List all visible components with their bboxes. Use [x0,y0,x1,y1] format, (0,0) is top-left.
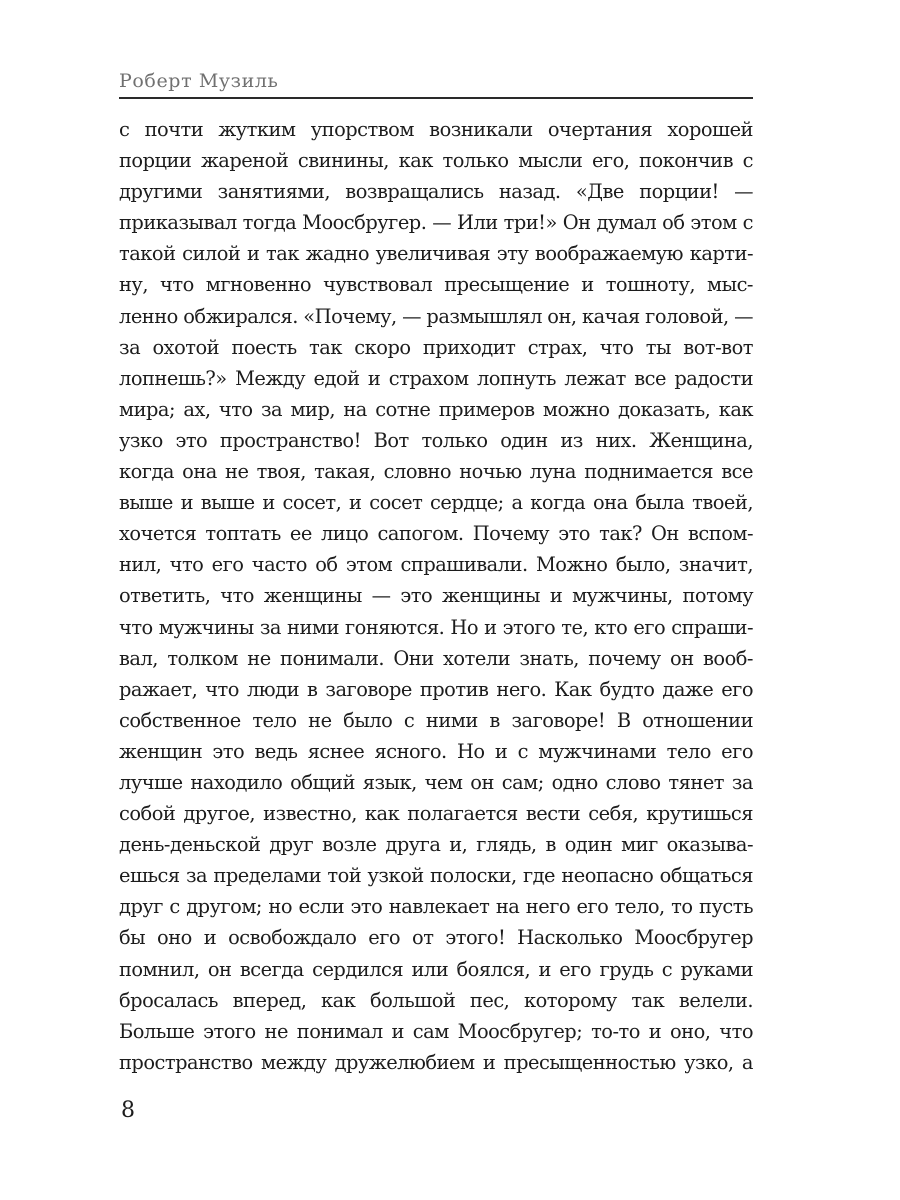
text-line: ешься за пределами той узкой полоски, где неопасно общаться [119,864,753,888]
text-line: собой другое, известно, как полагается вести себя, крутишься [119,802,753,826]
text-line: ответить, что женщины — это женщины и мужчины, потому [119,584,753,608]
text-line: ну, что мгновенно чувствовал пресыщение и тошноту, мыс- [119,273,753,297]
text-line: бы оно и освобождало его от этого! Насколько Моосбругер [119,926,753,950]
text-line: с почти жутким упорством возникали очертания хорошей [119,118,753,141]
text-line: выше и выше и сосет, и сосет сердце; а когда она была твоей, [119,491,753,515]
text-line: узко это пространство! Вот только один из них. Женщина, [119,428,753,452]
text-line: другими занятиями, возвращались назад. «Две порции! — [119,180,753,204]
text-line: что мужчины за ними гоняются. Но и этого те, кто его спраши- [119,615,753,639]
body-text [119,114,753,1078]
text-line: лопнешь?» Между едой и страхом лопнуть лежат все радости [119,366,753,390]
text-line: вал, толком не понимали. Они хотели знать, почему он вооб- [119,646,753,670]
running-head-author: Роберт Музиль [119,70,279,92]
text-line: собственное тело не было с ними в заговоре! В отношении [119,708,753,732]
page-number: 8 [121,1098,135,1123]
text-line: лучше находило общий язык, чем он сам; одно слово тянет за [119,770,753,794]
text-line: женщин это ведь яснее ясного. Но и с мужчинами тело его [119,739,753,763]
text-line: порции жареной свинины, как только мысли его, покончив с [119,149,753,173]
text-line: нил, что его часто об этом спрашивали. Можно было, значит, [119,553,753,577]
text-line: за охотой поесть так скоро приходит страх, что ты вот-вот [119,335,753,359]
text-line: Больше этого не понимал и сам Моосбругер; то-то и оно, что [119,1019,753,1043]
text-line: день-деньской друг возле друга и, глядь, в один миг оказыва- [119,833,753,857]
text-line: ленно обжирался. «Почему, — размышлял он, качая головой, — [119,304,753,328]
text-line: приказывал тогда Моосбругер. — Или три!» Он думал об этом с [119,211,753,235]
text-line: бросалась вперед, как большой пес, которому так велели. [119,988,753,1012]
text-line: друг с другом; но если это навлекает на него его тело, то пусть [119,895,753,919]
text-line: такой силой и так жадно увеличивая эту воображаемую карти- [119,242,753,266]
text-line: пространство между дружелюбием и пресыщенностью узко, а [119,1050,753,1074]
text-line: хочется топтать ее лицо сапогом. Почему это так? Он вспом- [119,522,753,546]
text-line: помнил, он всегда сердился или боялся, и его грудь с руками [119,957,753,981]
header-rule [119,97,753,99]
text-line: мира; ах, что за мир, на сотне примеров можно доказать, как [119,397,753,421]
text-line: когда она не твоя, такая, словно ночью луна поднимается все [119,460,753,484]
text-line: ражает, что люди в заговоре против него. Как будто даже его [119,677,753,701]
